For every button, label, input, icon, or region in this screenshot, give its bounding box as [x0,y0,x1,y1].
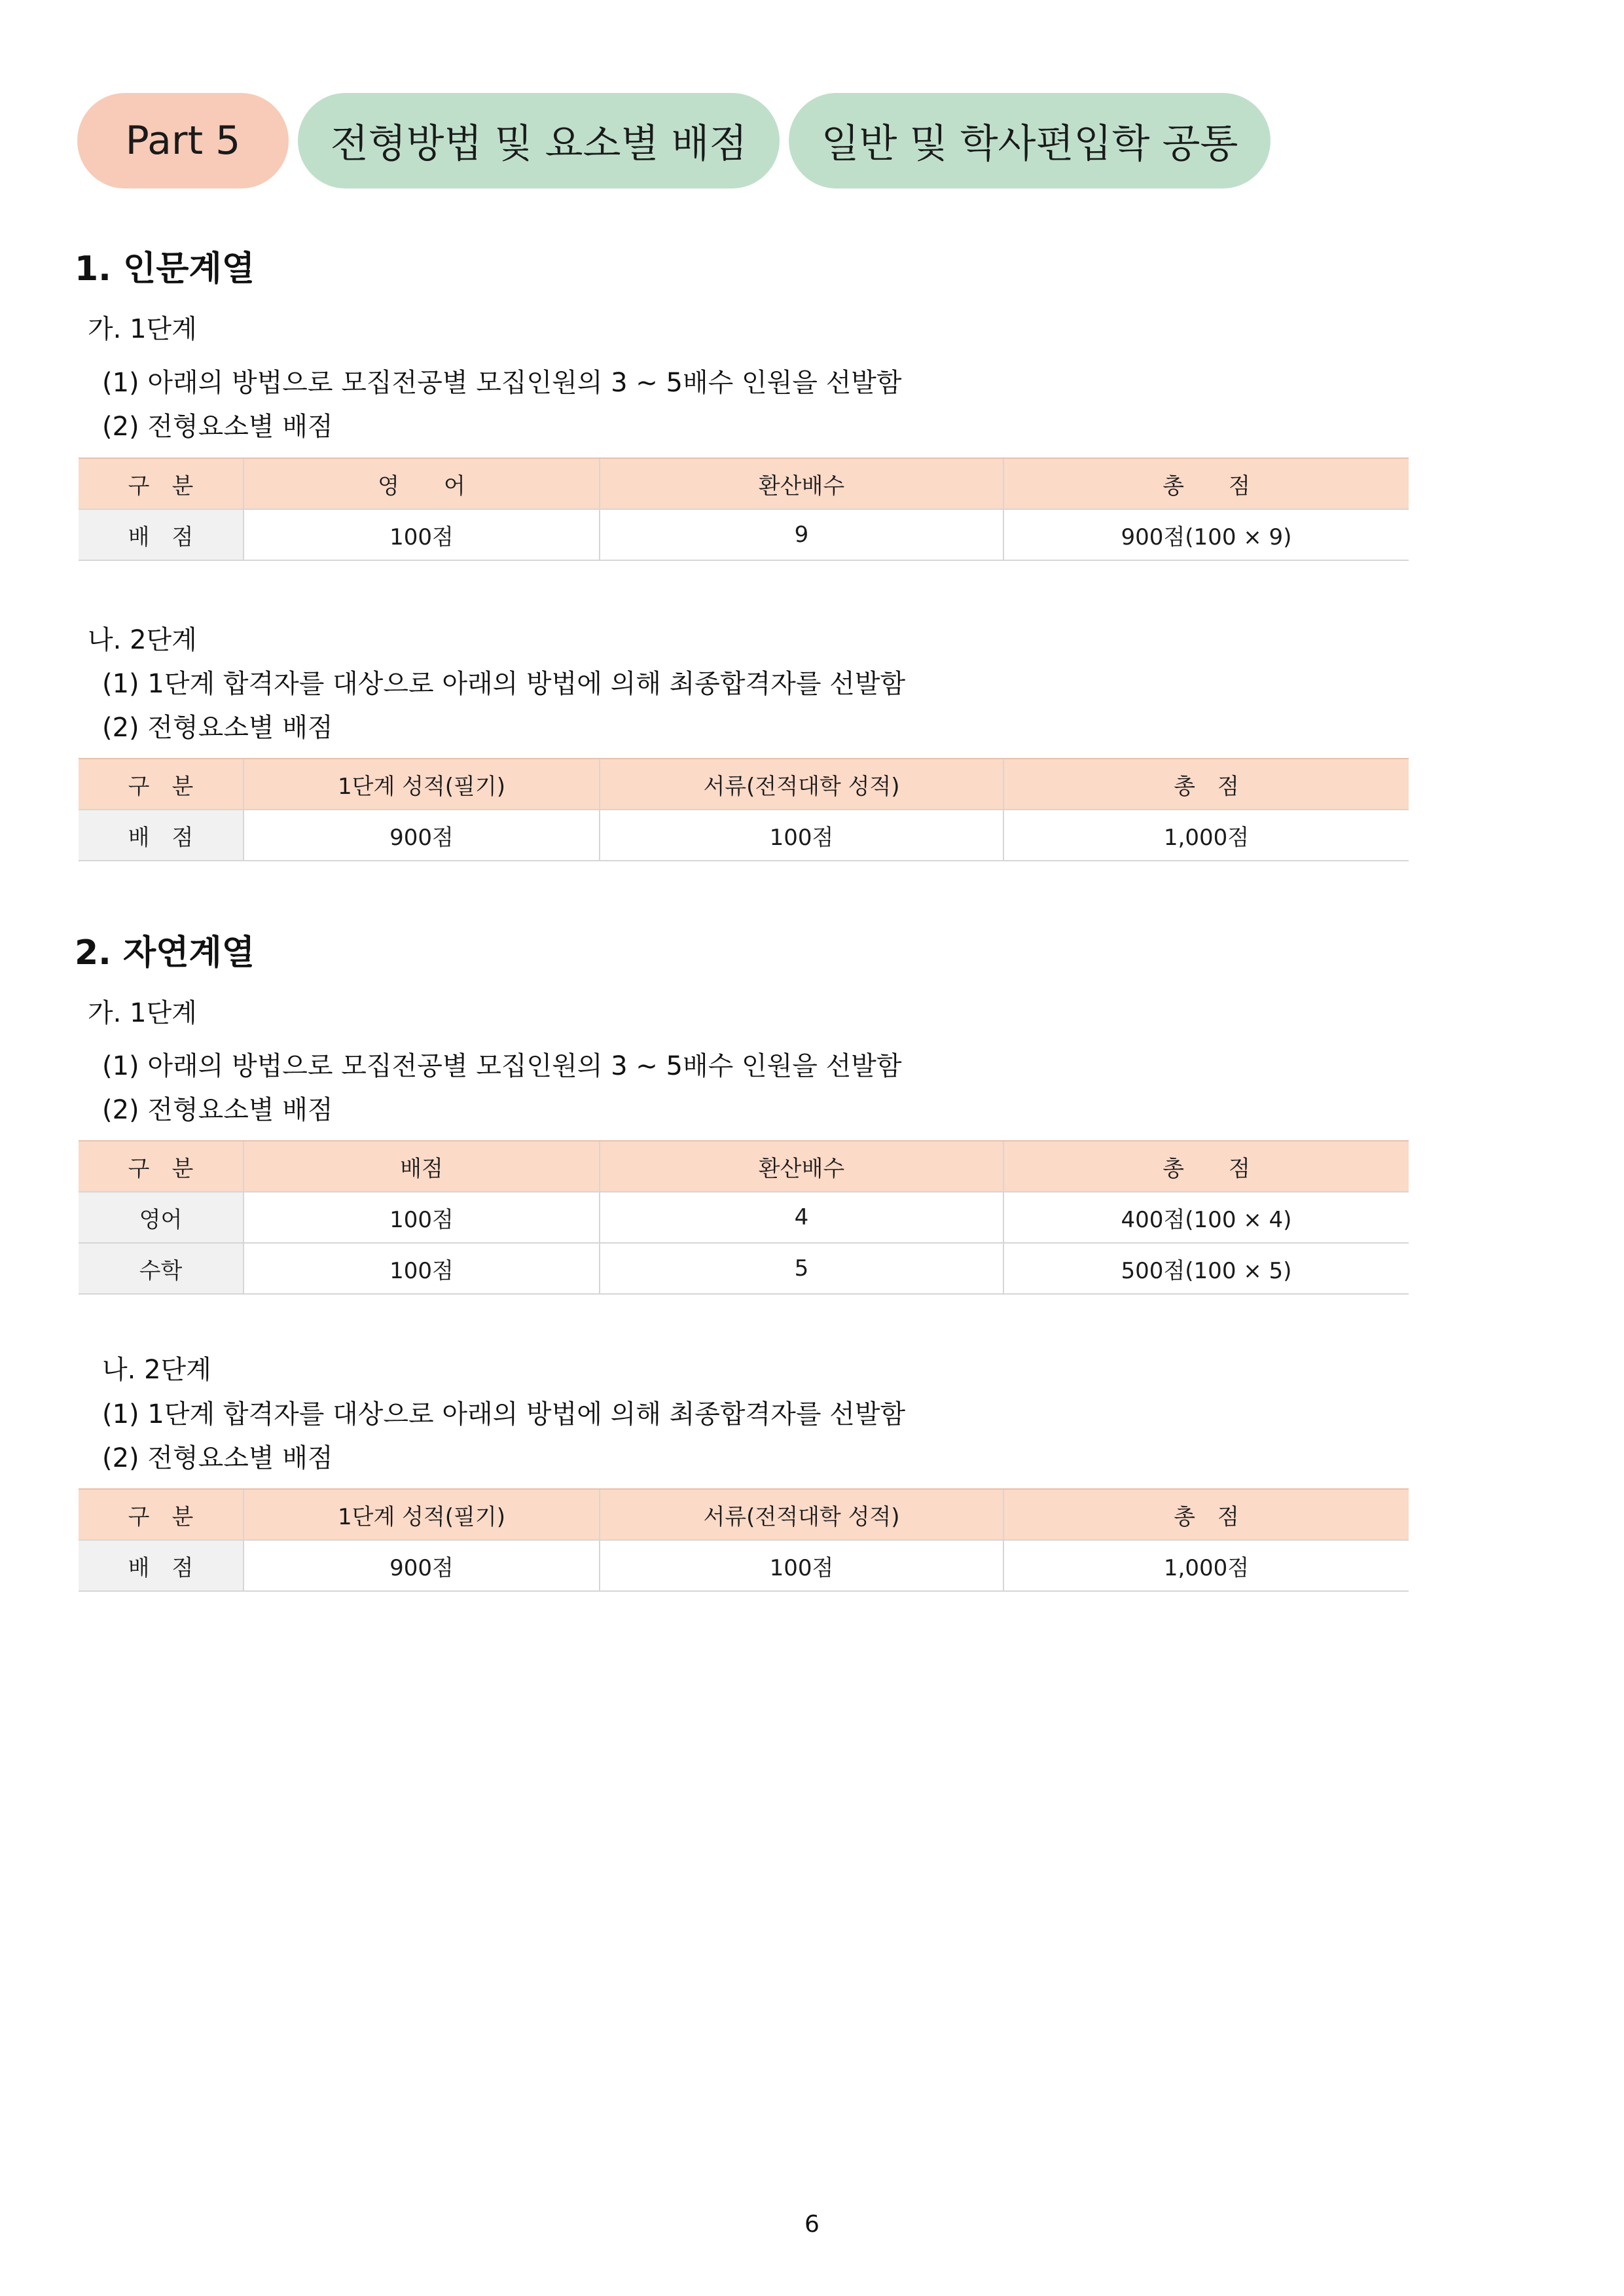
table-header-row [79,1141,1409,1192]
column-header: 총 점 [1003,1489,1409,1540]
table-cell: 100점 [244,1243,600,1294]
row-header: 영어 [79,1192,244,1243]
stage-line: (1) 1단계 합격자를 대상으로 아래의 방법에 의해 최종합격자를 선발함 [102,1399,906,1429]
page-number: 6 [804,2211,820,2238]
table-header-row [79,1489,1409,1540]
table-cell: 100점 [600,1540,1003,1591]
stage-label: 가. 1단계 [88,314,197,344]
column-header: 1단계 성적(필기) [244,1489,600,1540]
column-header: 구 분 [79,1489,244,1540]
score-table [79,1488,1409,1592]
table-cell: 900점 [244,1540,600,1591]
part-badge: Part 5 [77,93,289,188]
table-header-row [79,759,1409,810]
scope-badge: 일반 및 학사편입학 공통 [789,93,1271,188]
table-row [79,1540,1409,1591]
chapter-title-badge: 전형방법 및 요소별 배점 [298,93,780,188]
table-cell: 1,000점 [1003,1540,1409,1591]
score-table [79,457,1409,561]
stage-line: (2) 전형요소별 배점 [102,713,333,743]
section-title-natural-sciences: 2. 자연계열 [75,933,255,973]
row-header: 배 점 [79,1540,244,1591]
score-table [79,1140,1409,1295]
score-table [79,758,1409,861]
table-cell: 1,000점 [1003,810,1409,861]
row-header: 수학 [79,1243,244,1294]
table-header-row [79,458,1409,509]
row-header: 배 점 [79,509,244,560]
table-row [79,1192,1409,1243]
table-row [79,1243,1409,1294]
header-pills [77,93,1271,188]
column-header: 서류(전적대학 성적) [600,759,1003,810]
column-header: 배점 [244,1141,600,1192]
stage-line: (2) 전형요소별 배점 [102,412,333,442]
column-header: 영 어 [244,458,600,509]
table-cell: 400점(100 × 4) [1003,1192,1409,1243]
table-cell: 5 [600,1243,1003,1294]
row-header: 배 점 [79,810,244,861]
column-header: 총 점 [1003,759,1409,810]
stage-line: (1) 아래의 방법으로 모집전공별 모집인원의 3 ~ 5배수 인원을 선발함 [102,1051,902,1081]
stage-label: 나. 2단계 [88,625,197,655]
stage-label: 가. 1단계 [88,998,197,1028]
stage-line: (1) 1단계 합격자를 대상으로 아래의 방법에 의해 최종합격자를 선발함 [102,669,906,699]
stage-label: 나. 2단계 [102,1355,211,1385]
table-row [79,810,1409,861]
column-header: 구 분 [79,759,244,810]
stage-line: (2) 전형요소별 배점 [102,1443,333,1473]
table-row [79,509,1409,560]
section-title-humanities: 1. 인문계열 [75,249,255,289]
table-cell: 9 [600,509,1003,560]
column-header: 1단계 성적(필기) [244,759,600,810]
table-cell: 100점 [244,509,600,560]
column-header: 구 분 [79,458,244,509]
table-cell: 900점 [244,810,600,861]
table-cell: 100점 [600,810,1003,861]
table-cell: 100점 [244,1192,600,1243]
table-cell: 4 [600,1192,1003,1243]
column-header: 구 분 [79,1141,244,1192]
column-header: 총 점 [1003,458,1409,509]
stage-line: (1) 아래의 방법으로 모집전공별 모집인원의 3 ~ 5배수 인원을 선발함 [102,368,902,398]
table-cell: 500점(100 × 5) [1003,1243,1409,1294]
column-header: 서류(전적대학 성적) [600,1489,1003,1540]
column-header: 환산배수 [600,458,1003,509]
column-header: 환산배수 [600,1141,1003,1192]
stage-line: (2) 전형요소별 배점 [102,1095,333,1125]
column-header: 총 점 [1003,1141,1409,1192]
table-cell: 900점(100 × 9) [1003,509,1409,560]
